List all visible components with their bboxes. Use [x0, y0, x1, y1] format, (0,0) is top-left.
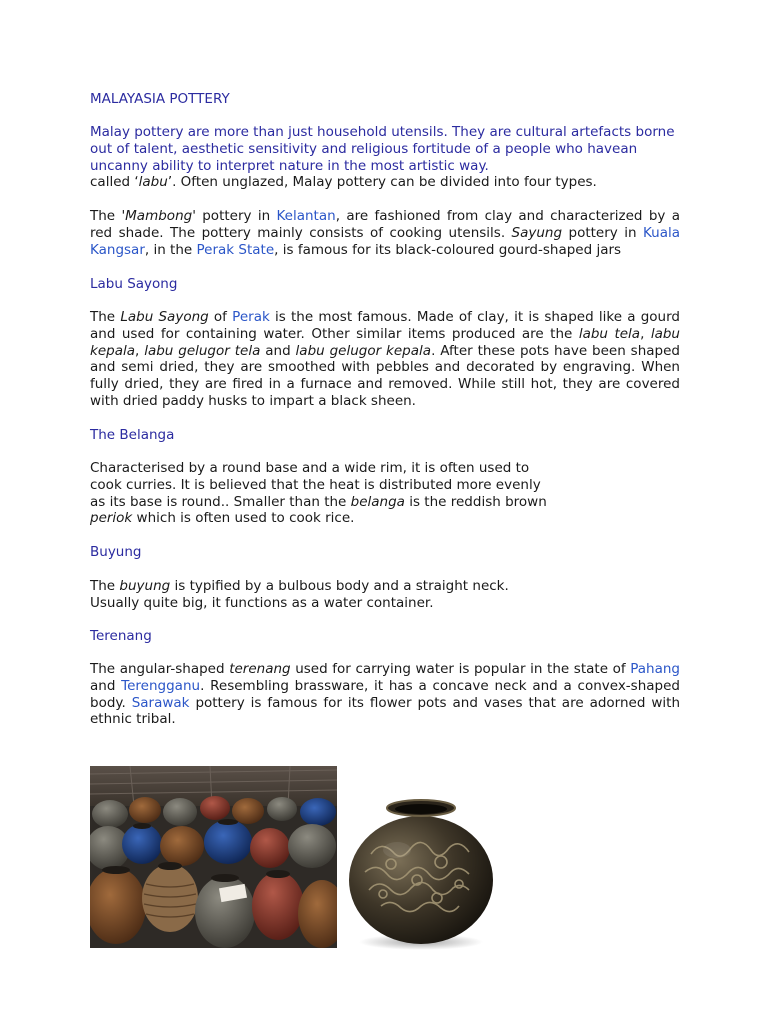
p2-mambong: 'Mambong'	[121, 208, 196, 224]
intro-highlight: Malay pottery are more than just household utensils. They are cultural artefacts borne out of talent, aesthetic sensitivity and religious fortitude of a people who havean uncanny ability to interpret nature in the most artistic way.	[90, 124, 675, 174]
bel-line-4b: which is often used to cook rice.	[132, 510, 355, 527]
p2-text-3: , are fashioned from clay and characterized by a red shade. The pottery mainly consists of cooking utensils.	[90, 208, 680, 241]
pottery-market-photo	[90, 766, 337, 948]
link-sarawak[interactable]: Sarawak	[131, 694, 190, 711]
heading-buyung: Buyung	[90, 544, 142, 560]
mambong-paragraph	[90, 208, 680, 258]
p2-text-1: The	[90, 208, 122, 224]
ls-em-2: labu tela	[578, 325, 641, 342]
heading-labu-sayong: Labu Sayong	[90, 276, 178, 292]
ls-text-6: and	[260, 342, 296, 359]
p2-text-6: , is famous for its black-coloured gourd-shaped jars	[274, 241, 622, 258]
intro-labu: labu	[138, 174, 168, 191]
bel-line-1: Characterised by a round base and a wide rim, it is often used to	[90, 460, 530, 476]
ter-text-5: pottery is famous for its flower pots and vases that are adorned with ethnic tribal.	[90, 694, 680, 728]
ter-text-4: . Resembling brassware, it has a concave neck and a convex-shaped body.	[90, 677, 680, 711]
link-pahang[interactable]: Pahang	[630, 661, 680, 677]
ter-text-2: used for carrying water is popular in the state of	[290, 661, 631, 677]
intro-text-2: ’. Often unglazed, Malay pottery can be divided into four types.	[167, 174, 597, 191]
ter-text-1: The angular-shaped	[90, 661, 230, 677]
p2-text-2: pottery in	[195, 208, 277, 224]
link-perak-state[interactable]: Perak State	[196, 241, 275, 258]
ls-text-1: The	[90, 309, 121, 325]
bel-line-2: cook curries. It is believed that the heat is distributed more evenly	[90, 476, 541, 493]
link-perak[interactable]: Perak	[232, 309, 270, 325]
ls-em-3: labu kepala	[90, 325, 680, 359]
ls-text-2: of	[208, 309, 233, 325]
bel-em-belanga: belanga	[350, 493, 405, 510]
belanga-paragraph	[90, 460, 680, 527]
ls-em-1: Labu Sayong	[120, 309, 209, 325]
ls-text-7: . After these pots have been shaped and semi dried, they are smoothed with pebbles and decorated by engraving. When fully dried, they are fired in a furnace and removed. While still hot, they are covered with dried paddy husks to impart a black sheen.	[90, 342, 680, 409]
ls-em-5: labu gelugor kepala	[295, 342, 432, 359]
buy-line-1b: is typified by a bulbous body and a straight neck.	[170, 578, 509, 594]
link-kuala-kangsar[interactable]: Kuala Kangsar	[90, 224, 680, 258]
ls-text-3: is the most famous. Made of clay, it is shaped like a gourd and used for containing water. Other similar items produced are the	[90, 309, 680, 342]
buy-line-2: Usually quite big, it functions as a water container.	[90, 594, 434, 611]
ter-text-3: and	[90, 677, 122, 694]
intro-paragraph	[90, 124, 680, 191]
bel-line-3b: is the reddish brown	[404, 493, 547, 510]
intro-text-1: called ‘	[90, 174, 139, 191]
page-title: MALAYASIA POTTERY	[90, 91, 230, 107]
engraved-pot-photo	[341, 794, 496, 952]
bel-em-periok: periok	[90, 510, 133, 527]
heading-belanga: The Belanga	[90, 427, 175, 443]
p2-text-4: pottery in	[562, 224, 643, 241]
bel-line-3a: as its base is round.. Smaller than the	[90, 493, 351, 510]
buyung-paragraph	[90, 578, 680, 612]
link-terengganu[interactable]: Terengganu	[121, 677, 201, 694]
link-kelantan[interactable]: Kelantan	[276, 208, 336, 224]
buy-em-buyung: buyung	[119, 578, 171, 594]
p2-sayung: Sayung	[511, 224, 563, 241]
ls-text-4: ,	[640, 325, 651, 342]
photo-row	[90, 766, 510, 952]
labu-sayong-paragraph	[90, 309, 680, 410]
ls-text-5: ,	[135, 342, 145, 359]
p2-text-5: , in the	[144, 241, 197, 258]
terenang-paragraph	[90, 661, 680, 728]
buy-line-1a: The	[90, 578, 120, 594]
ter-em-terenang: terenang	[229, 661, 291, 677]
ls-em-4: labu gelugor tela	[144, 342, 261, 359]
heading-terenang: Terenang	[90, 628, 152, 644]
